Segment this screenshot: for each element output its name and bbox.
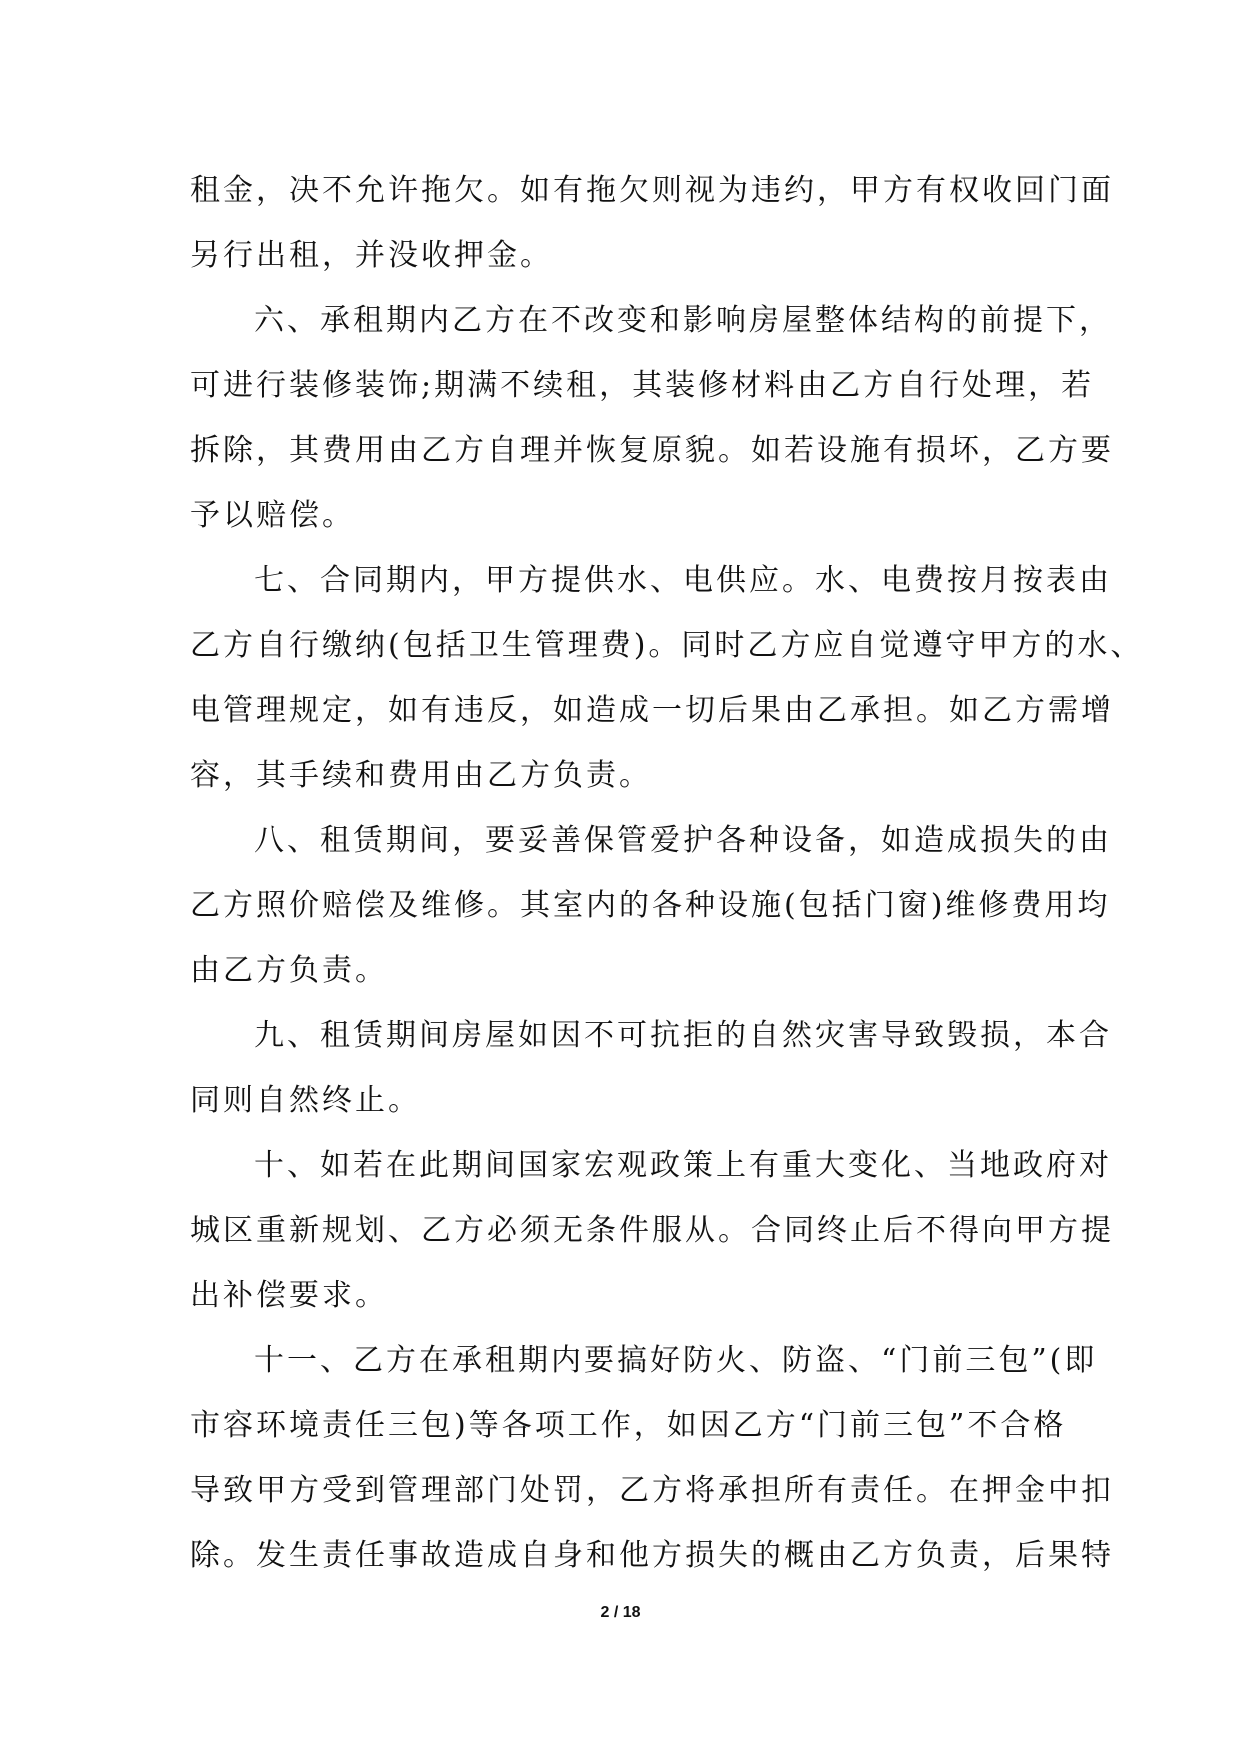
text-line: 可进行装修装饰;期满不续租，其装修材料由乙方自行处理，若 xyxy=(190,368,1095,403)
clause-6-start: 六、承租期内乙方在不改变和影响房屋整体结构的前提下， xyxy=(254,303,1112,338)
text-line: 另行出租，并没收押金。 xyxy=(190,238,553,273)
text-line: 出补偿要求。 xyxy=(190,1278,388,1313)
page-number: 2 / 18 xyxy=(600,1604,641,1621)
document-body xyxy=(190,158,1144,1588)
text-line: 导致甲方受到管理部门处罚，乙方将承担所有责任。在押金中扣 xyxy=(190,1473,1114,1508)
text-line: 乙方照价赔偿及维修。其室内的各种设施(包括门窗)维修费用均 xyxy=(190,888,1111,923)
text-line: 电管理规定，如有违反，如造成一切后果由乙承担。如乙方需增 xyxy=(190,693,1114,728)
clause-7-start: 七、合同期内，甲方提供水、电供应。水、电费按月按表由 xyxy=(254,563,1112,598)
text-line: 租金，决不允许拖欠。如有拖欠则视为违约，甲方有权收回门面 xyxy=(190,173,1114,208)
text-line: 拆除，其费用由乙方自理并恢复原貌。如若设施有损坏，乙方要 xyxy=(190,433,1114,468)
clause-8-start: 八、租赁期间，要妥善保管爱护各种设备，如造成损失的由 xyxy=(254,823,1112,858)
text-line: 城区重新规划、乙方必须无条件服从。合同终止后不得向甲方提 xyxy=(190,1213,1114,1248)
text-line: 予以赔偿。 xyxy=(190,498,355,533)
text-line: 容，其手续和费用由乙方负责。 xyxy=(190,758,652,793)
text-line: 乙方自行缴纳(包括卫生管理费)。同时乙方应自觉遵守甲方的水、 xyxy=(190,628,1144,663)
text-line: 除。发生责任事故造成自身和他方损失的概由乙方负责，后果特 xyxy=(190,1538,1114,1573)
text-line: 同则自然终止。 xyxy=(190,1083,421,1118)
clause-10-start: 十、如若在此期间国家宏观政策上有重大变化、当地政府对 xyxy=(254,1148,1112,1183)
text-line: 市容环境责任三包)等各项工作，如因乙方“门前三包”不合格 xyxy=(190,1408,1067,1443)
clause-11-start: 十一、乙方在承租期内要搞好防火、防盗、“门前三包”(即 xyxy=(254,1343,1098,1378)
text-line: 由乙方负责。 xyxy=(190,953,388,988)
clause-9-start: 九、租赁期间房屋如因不可抗拒的自然灾害导致毁损，本合 xyxy=(254,1018,1112,1053)
